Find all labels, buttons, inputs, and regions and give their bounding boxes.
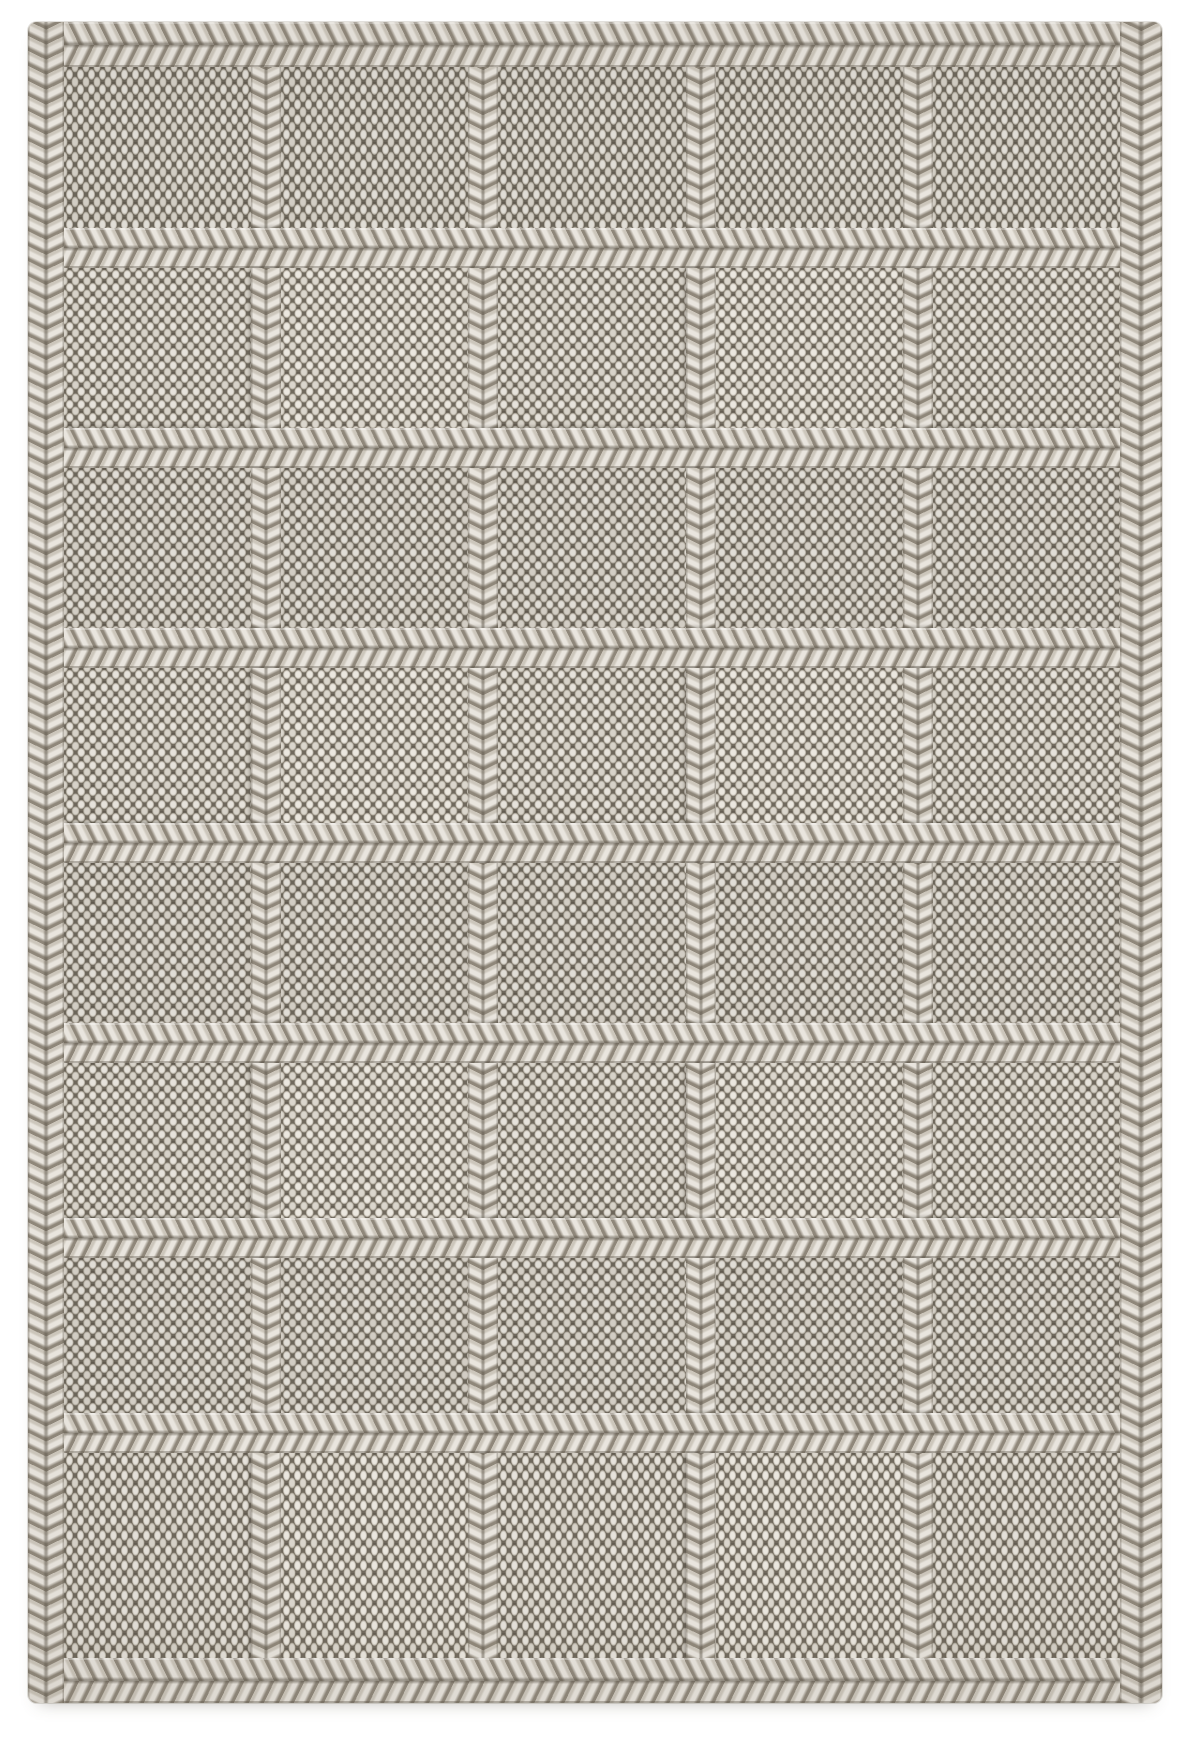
rug-cable-divider bbox=[686, 1258, 716, 1413]
rug-cell-r1c4 bbox=[716, 67, 903, 228]
rug-row-3 bbox=[64, 468, 1120, 628]
rug-row-2 bbox=[64, 268, 1120, 428]
rug-cell-r7c2 bbox=[281, 1258, 468, 1413]
rug-cable-divider bbox=[251, 67, 281, 228]
rug-cable-divider bbox=[468, 468, 498, 628]
rug-cable-divider bbox=[903, 67, 933, 228]
rug-cable-divider bbox=[686, 1063, 716, 1218]
rug-cell-r8c1 bbox=[64, 1453, 251, 1658]
rug-cell-r2c5 bbox=[933, 268, 1120, 428]
rug-cell-r6c5 bbox=[933, 1063, 1120, 1218]
rug-cable-band bbox=[64, 1413, 1120, 1453]
rug-cable-divider bbox=[468, 67, 498, 228]
rug-cell-r5c4 bbox=[716, 863, 903, 1023]
rug-cell-r2c3 bbox=[498, 268, 685, 428]
rug-cable-band bbox=[64, 1023, 1120, 1063]
rug-cable-band bbox=[64, 823, 1120, 863]
rug-cable-divider bbox=[251, 268, 281, 428]
rug-row-4 bbox=[64, 668, 1120, 823]
rug-cell-r5c1 bbox=[64, 863, 251, 1023]
rug-cell-r8c2 bbox=[281, 1453, 468, 1658]
rug-cell-r7c3 bbox=[498, 1258, 685, 1413]
rug-cable-divider bbox=[251, 1453, 281, 1658]
rug-cell-r7c1 bbox=[64, 1258, 251, 1413]
rug-cell-r5c5 bbox=[933, 863, 1120, 1023]
rug-cable-divider bbox=[686, 1453, 716, 1658]
rug-cable-divider bbox=[686, 863, 716, 1023]
rug-cable-band bbox=[64, 428, 1120, 468]
rug-row-1 bbox=[64, 67, 1120, 228]
rug-cell-r3c3 bbox=[498, 468, 685, 628]
rug-cable-divider bbox=[686, 468, 716, 628]
rug-cell-r4c1 bbox=[64, 668, 251, 823]
rug-cable-divider bbox=[903, 1258, 933, 1413]
rug-cable-divider bbox=[903, 268, 933, 428]
rug-cell-r8c3 bbox=[498, 1453, 685, 1658]
rug-cell-r6c4 bbox=[716, 1063, 903, 1218]
rug-border-braid-bottom bbox=[64, 1658, 1120, 1703]
rug-cable-divider bbox=[468, 1258, 498, 1413]
rug-row-5 bbox=[64, 863, 1120, 1023]
rug-cell-r1c2 bbox=[281, 67, 468, 228]
rug-cell-r2c4 bbox=[716, 268, 903, 428]
rug-cable-divider bbox=[686, 268, 716, 428]
rug-cell-r6c2 bbox=[281, 1063, 468, 1218]
rug-field bbox=[64, 67, 1120, 1658]
rug-cable-divider bbox=[903, 1063, 933, 1218]
rug-cell-r4c2 bbox=[281, 668, 468, 823]
rug-cable-divider bbox=[251, 1063, 281, 1218]
rug-cable-divider bbox=[903, 468, 933, 628]
rug bbox=[28, 22, 1162, 1703]
rug-cable-divider bbox=[251, 863, 281, 1023]
rug-border-braid-right bbox=[1120, 22, 1162, 1703]
rug-cell-r8c5 bbox=[933, 1453, 1120, 1658]
rug-cable-band bbox=[64, 1218, 1120, 1258]
rug-cell-r7c4 bbox=[716, 1258, 903, 1413]
rug-cable-divider bbox=[686, 668, 716, 823]
rug-cell-r7c5 bbox=[933, 1258, 1120, 1413]
rug-cable-divider bbox=[468, 268, 498, 428]
rug-cell-r5c2 bbox=[281, 863, 468, 1023]
rug-border-braid-top bbox=[64, 22, 1120, 67]
rug-cell-r1c3 bbox=[498, 67, 685, 228]
rug-cell-r8c4 bbox=[716, 1453, 903, 1658]
rug-cable-divider bbox=[468, 863, 498, 1023]
rug-row-8 bbox=[64, 1453, 1120, 1658]
rug-cell-r6c3 bbox=[498, 1063, 685, 1218]
rug-cell-r4c4 bbox=[716, 668, 903, 823]
rug-cell-r1c1 bbox=[64, 67, 251, 228]
rug-cell-r2c1 bbox=[64, 268, 251, 428]
rug-row-7 bbox=[64, 1258, 1120, 1413]
rug-cable-divider bbox=[251, 1258, 281, 1413]
rug-cable-divider bbox=[251, 468, 281, 628]
rug-cable-divider bbox=[251, 668, 281, 823]
rug-cell-r3c5 bbox=[933, 468, 1120, 628]
rug-cable-divider bbox=[686, 67, 716, 228]
rug-cable-divider bbox=[903, 863, 933, 1023]
rug-border-braid-left bbox=[28, 22, 64, 1703]
rug-cable-band bbox=[64, 628, 1120, 668]
rug-cell-r6c1 bbox=[64, 1063, 251, 1218]
rug-cell-r5c3 bbox=[498, 863, 685, 1023]
rug-cell-r3c2 bbox=[281, 468, 468, 628]
rug-cell-r4c5 bbox=[933, 668, 1120, 823]
rug-cable-band bbox=[64, 228, 1120, 268]
rug-cell-r2c2 bbox=[281, 268, 468, 428]
rug-cable-divider bbox=[903, 1453, 933, 1658]
rug-row-6 bbox=[64, 1063, 1120, 1218]
rug-cell-r3c4 bbox=[716, 468, 903, 628]
rug-cell-r4c3 bbox=[498, 668, 685, 823]
rug-cable-divider bbox=[468, 1453, 498, 1658]
rug-cable-divider bbox=[468, 668, 498, 823]
rug-cell-r1c5 bbox=[933, 67, 1120, 228]
rug-cable-divider bbox=[903, 668, 933, 823]
rug-cable-divider bbox=[468, 1063, 498, 1218]
rug-cell-r3c1 bbox=[64, 468, 251, 628]
